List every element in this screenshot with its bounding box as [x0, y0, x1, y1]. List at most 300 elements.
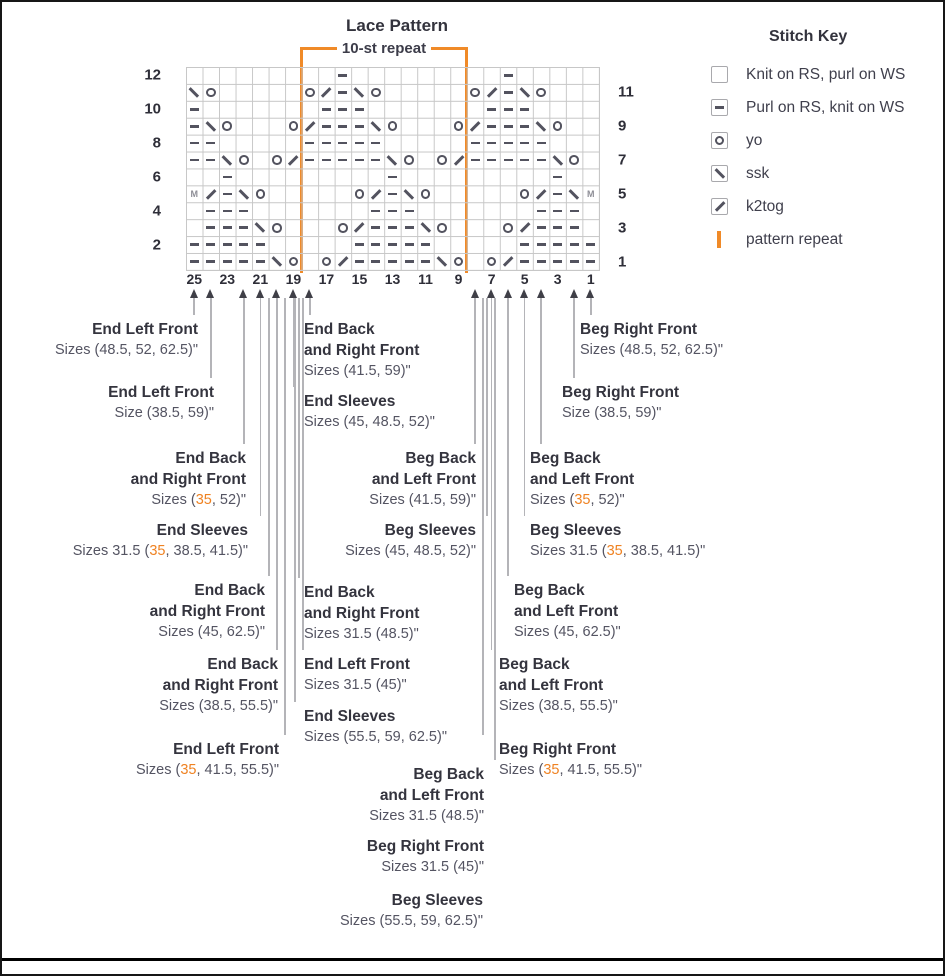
grid-cell	[384, 253, 401, 270]
purl-symbol	[322, 108, 331, 111]
column-arrow-icon	[289, 289, 297, 298]
column-number: 7	[487, 271, 496, 287]
annotation-sizes	[369, 806, 484, 827]
purl-symbol	[487, 125, 496, 128]
grid-cell	[384, 118, 401, 135]
row-number: 11	[618, 83, 634, 101]
grid-cell	[318, 101, 335, 118]
annotation-sizes	[367, 857, 484, 878]
annotation-title: Beg Sleeves	[530, 522, 622, 539]
annotation-title: Beg Right Front	[562, 384, 680, 401]
purl-symbol	[371, 142, 380, 145]
annotation-sizes	[580, 340, 723, 361]
size-annotation	[131, 448, 246, 511]
grid-cell	[384, 202, 401, 219]
marker-symbol: M	[586, 188, 595, 199]
purl-symbol	[239, 243, 248, 246]
column-arrow-icon	[190, 289, 198, 298]
row-number: 9	[618, 117, 627, 135]
annotation-sizes	[304, 624, 419, 645]
row-number: 8	[152, 134, 161, 152]
yo-symbol	[503, 223, 513, 233]
purl-symbol	[190, 243, 199, 246]
ssk-symbol	[371, 121, 381, 131]
column-number: 11	[418, 271, 433, 287]
annotation-title: and Left Front	[379, 787, 484, 804]
leader-line	[309, 298, 311, 315]
column-number: 23	[219, 271, 236, 287]
purl-symbol	[239, 260, 248, 263]
size-annotation	[304, 391, 435, 433]
grid-cell	[302, 118, 319, 135]
stitch-key-label: Purl on RS, knit on WS	[746, 99, 905, 116]
column-number: 21	[252, 271, 269, 287]
size-text: Sizes (45, 48.5, 52)"	[345, 543, 476, 559]
purl-symbol	[570, 243, 579, 246]
size-text: Sizes (38.5, 55.5)"	[499, 698, 618, 714]
grid-cell	[483, 135, 500, 152]
purl-symbol	[504, 125, 513, 128]
purl-symbol	[421, 260, 430, 263]
annotation-title: Beg Right Front	[499, 741, 617, 758]
size-text: Size (38.5, 59)"	[562, 405, 662, 421]
ssk-symbol	[354, 87, 364, 97]
k2tog-symbol	[520, 223, 530, 233]
purl-symbol	[504, 74, 513, 77]
annotation-title: Beg Right Front	[580, 321, 698, 338]
grid-cell	[351, 219, 368, 236]
ssk-symbol	[222, 155, 232, 165]
stitch-key-label: Knit on RS, purl on WS	[746, 66, 906, 83]
annotation-title: End Back	[304, 584, 375, 601]
annotation-title: End Left Front	[108, 384, 214, 401]
grid-cell	[533, 219, 550, 236]
grid-cell	[203, 236, 220, 253]
yo-symbol	[437, 155, 447, 165]
purl-symbol	[355, 243, 364, 246]
grid-cell	[500, 101, 517, 118]
grid-cell	[566, 152, 583, 169]
annotation-sizes	[530, 490, 634, 511]
annotation-sizes	[499, 760, 642, 781]
purl-symbol	[487, 159, 496, 162]
grid-cell	[516, 101, 533, 118]
grid-cell	[351, 135, 368, 152]
column-arrow-icon	[537, 289, 545, 298]
grid-cell	[500, 219, 517, 236]
ssk-symbol	[536, 121, 546, 131]
grid-cell	[533, 253, 550, 270]
yo-symbol	[553, 121, 563, 131]
annotation-title: Beg Sleeves	[391, 892, 483, 909]
stitch-key-label: yo	[746, 132, 763, 149]
grid-cell	[549, 219, 566, 236]
yo-symbol	[520, 189, 530, 199]
grid-cell	[368, 118, 385, 135]
purl-symbol	[338, 142, 347, 145]
grid-cell	[351, 152, 368, 169]
grid-cell	[549, 185, 566, 202]
purl-symbol	[338, 159, 347, 162]
grid-cell	[318, 135, 335, 152]
annotation-title: and Right Front	[304, 605, 420, 622]
k2tog-symbol	[486, 87, 496, 97]
column-arrow-icon	[272, 289, 280, 298]
grid-cell	[500, 118, 517, 135]
annotation-title: End Back	[175, 450, 246, 467]
size-text: Sizes (48.5, 52, 62.5)"	[580, 342, 723, 358]
leader-line	[486, 298, 488, 516]
yo-symbol	[289, 121, 299, 131]
purl-symbol	[371, 226, 380, 229]
purl-symbol	[388, 260, 397, 263]
grid-cell	[302, 84, 319, 101]
purl-symbol	[371, 159, 380, 162]
size-text: Sizes (55.5, 59, 62.5)"	[340, 913, 483, 929]
grid-cell	[401, 236, 418, 253]
size-annotation	[340, 890, 483, 932]
grid-cell	[401, 185, 418, 202]
size-text: Sizes (38.5, 55.5)"	[159, 698, 278, 714]
grid-cell	[219, 185, 236, 202]
grid-cell	[186, 152, 203, 169]
column-number: 5	[520, 271, 529, 287]
row-number: 4	[152, 202, 161, 220]
purl-symbol	[520, 142, 529, 145]
purl-symbol	[586, 243, 595, 246]
grid-cell	[219, 169, 236, 186]
grid-cell	[335, 219, 352, 236]
size-text: , 52)"	[211, 492, 246, 508]
grid-cell	[368, 236, 385, 253]
purl-symbol	[206, 260, 215, 263]
annotation-title: Beg Right Front	[366, 838, 484, 855]
purl-symbol	[586, 260, 595, 263]
grid-cell	[434, 152, 451, 169]
grid-cell	[203, 84, 220, 101]
k2tog-symbol	[206, 189, 216, 199]
purl-symbol	[570, 260, 579, 263]
ssk-symbol	[420, 223, 430, 233]
size-annotation	[304, 582, 419, 645]
grid-cell	[368, 152, 385, 169]
grid-cell	[236, 236, 253, 253]
grid-cell	[516, 219, 533, 236]
grid-cell	[285, 118, 302, 135]
annotation-sizes	[499, 696, 618, 717]
grid-cell	[335, 84, 352, 101]
highlighted-size: 35	[180, 762, 197, 778]
grid-cell	[368, 185, 385, 202]
ssk-symbol	[714, 168, 724, 178]
annotation-sizes	[304, 361, 419, 382]
grid-cell	[401, 219, 418, 236]
purl-symbol	[520, 159, 529, 162]
grid-cell	[219, 253, 236, 270]
purl-symbol	[223, 193, 232, 196]
annotation-title: and Right Front	[130, 471, 246, 488]
annotation-sizes	[369, 490, 476, 511]
grid-cell	[302, 152, 319, 169]
grid-cell	[203, 253, 220, 270]
grid-cell	[269, 219, 286, 236]
column-number: 17	[318, 271, 335, 287]
ssk-symbol	[404, 189, 414, 199]
grid-cell	[285, 253, 302, 270]
purl-symbol	[338, 125, 347, 128]
grid-cell	[203, 219, 220, 236]
k2tog-symbol	[503, 256, 513, 266]
purl-symbol	[190, 142, 199, 145]
purl-symbol	[206, 243, 215, 246]
grid-cell	[335, 67, 352, 84]
row-number: 3	[618, 219, 627, 237]
annotation-sizes	[73, 541, 248, 562]
size-text: , 41.5, 55.5)"	[559, 762, 643, 778]
purl-symbol	[405, 210, 414, 213]
column-arrow-icon	[471, 289, 479, 298]
yo-symbol	[305, 88, 315, 98]
size-annotation	[136, 739, 279, 781]
purl-symbol	[553, 260, 562, 263]
size-annotation	[150, 580, 265, 643]
k2tog-symbol	[338, 256, 348, 266]
grid-cell	[500, 253, 517, 270]
purl-symbol	[570, 226, 579, 229]
purl-symbol	[553, 210, 562, 213]
yo-symbol	[404, 155, 414, 165]
grid-cell	[368, 135, 385, 152]
leader-line	[243, 298, 245, 444]
purl-symbol	[537, 226, 546, 229]
purl-symbol	[715, 106, 724, 109]
grid-cell	[318, 152, 335, 169]
size-annotation	[304, 706, 447, 748]
grid-cell	[582, 236, 599, 253]
k2tog-symbol	[288, 155, 298, 165]
column-arrow-icon	[504, 289, 512, 298]
forward-slash-icon	[711, 198, 728, 215]
grid-cell	[318, 84, 335, 101]
annotation-sizes	[514, 622, 621, 643]
grid-cell	[566, 202, 583, 219]
purl-symbol	[206, 210, 215, 213]
purl-symbol	[239, 226, 248, 229]
grid-cell	[533, 152, 550, 169]
leader-line	[268, 298, 270, 576]
purl-symbol	[405, 243, 414, 246]
annotation-title: Beg Back	[514, 582, 585, 599]
size-annotation	[73, 520, 248, 562]
purl-symbol	[305, 159, 314, 162]
yo-symbol	[322, 257, 332, 267]
leader-line	[590, 298, 592, 315]
purl-symbol	[206, 142, 215, 145]
yo-symbol	[715, 136, 725, 146]
purl-symbol	[553, 193, 562, 196]
column-arrow-icon	[256, 289, 264, 298]
annotation-title: Beg Back	[413, 766, 484, 783]
purl-symbol	[305, 142, 314, 145]
purl-symbol	[322, 125, 331, 128]
size-annotation	[304, 319, 419, 382]
grid-cell	[236, 219, 253, 236]
purl-symbol	[371, 260, 380, 263]
grid-cell	[219, 202, 236, 219]
grid-cell	[483, 152, 500, 169]
grid-cell	[467, 118, 484, 135]
size-text: Sizes (45, 62.5)"	[158, 624, 265, 640]
size-annotation	[304, 654, 410, 696]
grid-cell	[186, 84, 203, 101]
annotation-title: End Left Front	[173, 741, 279, 758]
grid-cell	[368, 202, 385, 219]
purl-symbol	[355, 260, 364, 263]
yo-symbol	[256, 189, 266, 199]
grid-cell	[500, 67, 517, 84]
bottom-rule	[2, 958, 943, 961]
leader-line	[210, 298, 212, 378]
yo-symbol	[272, 223, 282, 233]
purl-symbol	[223, 226, 232, 229]
grid-cell	[533, 84, 550, 101]
k2tog-symbol	[714, 201, 724, 211]
column-arrow-icon	[206, 289, 214, 298]
grid-cell	[384, 185, 401, 202]
back-slash-icon	[711, 165, 728, 182]
stitch-key-title: Stitch Key	[769, 28, 848, 45]
grid-cell	[500, 152, 517, 169]
grid-cell	[483, 118, 500, 135]
purl-symbol	[520, 125, 529, 128]
column-number: 13	[384, 271, 401, 287]
size-text: Sizes (48.5, 52, 62.5)"	[55, 342, 198, 358]
size-annotation	[367, 836, 484, 878]
grid-cell	[549, 118, 566, 135]
yo-symbol	[454, 257, 464, 267]
annotation-title: End Sleeves	[304, 393, 396, 410]
annotation-sizes	[136, 760, 279, 781]
lace-pattern-grid	[186, 67, 600, 271]
empty-square-icon	[711, 66, 728, 83]
grid-cell	[219, 236, 236, 253]
grid-cell	[318, 253, 335, 270]
annotation-sizes	[131, 490, 246, 511]
annotation-title: and Left Front	[530, 471, 635, 488]
yo-symbol	[222, 121, 232, 131]
yo-symbol	[239, 155, 249, 165]
grid-cell	[252, 219, 269, 236]
annotation-title: and Right Front	[162, 677, 278, 694]
leader-line	[573, 298, 575, 378]
k2tog-symbol	[354, 223, 364, 233]
grid-cell	[219, 219, 236, 236]
chart-title: Lace Pattern	[345, 16, 449, 35]
ssk-symbol	[437, 256, 447, 266]
annotation-title: and Right Front	[304, 342, 420, 359]
repeat-bracket-right-arm	[431, 47, 467, 50]
yo-symbol	[388, 121, 398, 131]
row-number: 12	[144, 66, 161, 84]
leader-line	[540, 298, 542, 444]
leader-line	[507, 298, 509, 576]
grid-cell	[236, 202, 253, 219]
yo-symbol	[569, 155, 579, 165]
grid-cell	[236, 152, 253, 169]
annotation-sizes	[304, 675, 410, 696]
purl-symbol	[487, 142, 496, 145]
pattern-repeat-icon	[717, 231, 721, 248]
row-number: 6	[152, 168, 161, 186]
annotation-title: End Sleeves	[156, 522, 248, 539]
highlighted-size: 35	[195, 492, 212, 508]
size-annotation	[499, 739, 642, 781]
grid-cell	[401, 202, 418, 219]
annotation-sizes	[304, 727, 447, 748]
purl-symbol	[388, 243, 397, 246]
column-arrow-icon	[239, 289, 247, 298]
annotation-title: and Left Front	[371, 471, 476, 488]
yo-symbol	[421, 189, 431, 199]
annotation-sizes	[562, 403, 679, 424]
row-number: 5	[618, 185, 627, 203]
purl-symbol	[520, 260, 529, 263]
purl-symbol	[190, 108, 199, 111]
yo-symbol	[454, 121, 464, 131]
grid-cell	[450, 118, 467, 135]
grid-cell	[401, 253, 418, 270]
size-text: Sizes 31.5 (48.5)"	[304, 626, 419, 642]
purl-symbol	[338, 91, 347, 94]
leader-line	[491, 298, 493, 650]
purl-symbol	[223, 176, 232, 179]
grid-cell	[384, 169, 401, 186]
grid-cell	[203, 185, 220, 202]
grid-cell	[384, 236, 401, 253]
grid-cell	[203, 202, 220, 219]
grid-cell	[582, 253, 599, 270]
row-number: 7	[618, 151, 627, 169]
purl-symbol	[371, 243, 380, 246]
annotation-sizes	[340, 911, 483, 932]
highlighted-size: 35	[543, 762, 560, 778]
annotation-title: Beg Back	[530, 450, 601, 467]
purl-symbol	[570, 210, 579, 213]
grid-cell	[186, 135, 203, 152]
grid-cell	[384, 152, 401, 169]
purl-symbol	[355, 108, 364, 111]
annotation-sizes	[108, 403, 214, 424]
size-text: Sizes (45, 48.5, 52)"	[304, 414, 435, 430]
size-annotation	[369, 764, 484, 827]
grid-cell	[252, 185, 269, 202]
size-annotation	[580, 319, 723, 361]
leader-line	[524, 298, 526, 516]
purl-symbol	[371, 210, 380, 213]
size-annotation	[530, 448, 634, 511]
purl-symbol	[338, 74, 347, 77]
grid-cell	[269, 152, 286, 169]
grid-cell	[368, 84, 385, 101]
size-text: Sizes (45, 62.5)"	[514, 624, 621, 640]
purl-symbol	[190, 125, 199, 128]
size-text: , 38.5, 41.5)"	[165, 543, 248, 559]
size-annotation	[499, 654, 618, 717]
size-text: Sizes (	[151, 492, 196, 508]
yo-symbol	[437, 223, 447, 233]
purl-symbol	[553, 243, 562, 246]
column-arrow-icon	[305, 289, 313, 298]
